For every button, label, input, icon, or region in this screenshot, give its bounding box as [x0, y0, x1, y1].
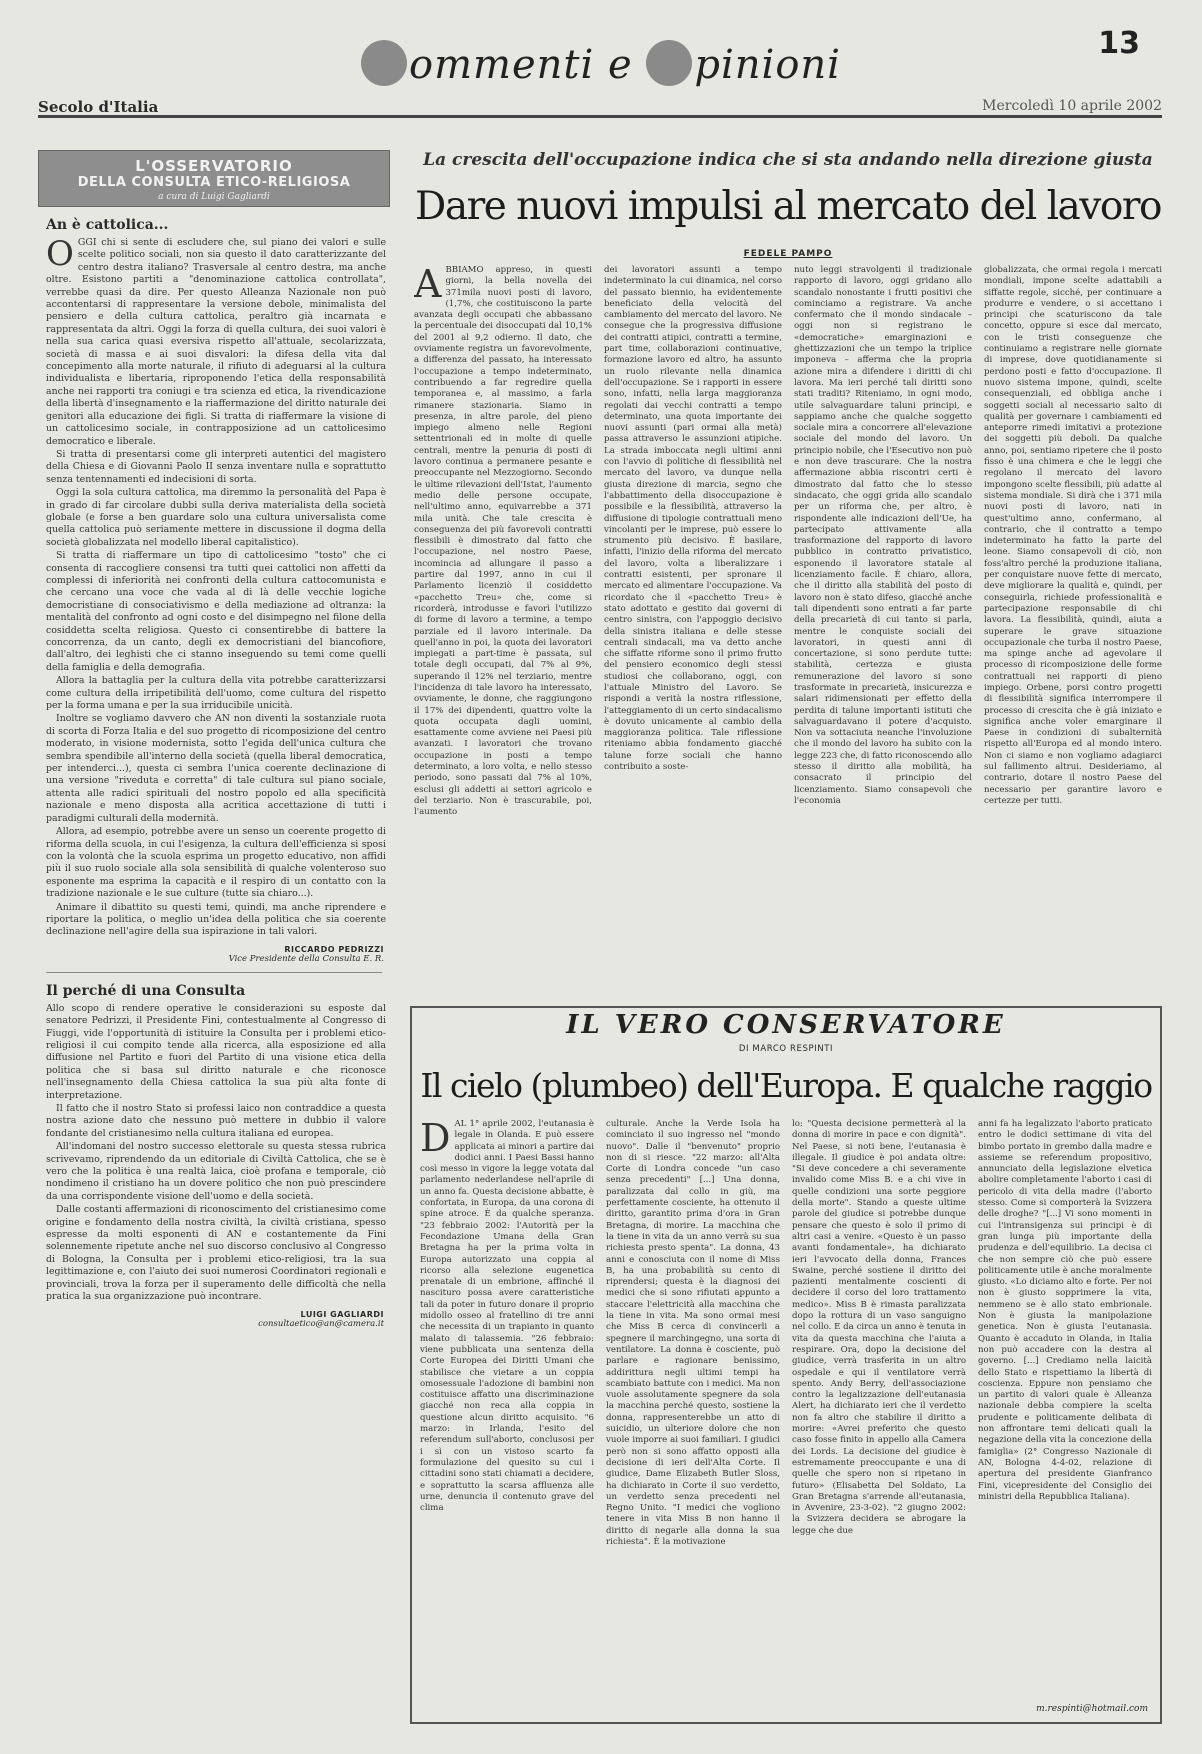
article-byline: DI MARCO RESPINTI: [738, 1044, 834, 1054]
vero-conservatore-box: [410, 1006, 1162, 1724]
text-column: nuto leggi stravolgenti il tradizionale rapporto di lavoro, oggi gridano allo scandalo nonostante i frutti positivi che cominciamo a registrare. Va anche confermato che il mondo sindacale – oggi non si registrano le «democratiche» emarginazioni e ghettizzazioni che un tempo la triplice imponeva – afferma che la propria azione mira a difendere i diritti di chi lavora. Ma ieri perché tali diritti sono stati traditi? Riteniamo, in ogni modo, utile salvaguardare taluni principi, e sappiamo anche che qualche soggetto sociale mira a concorrere all'elevazione sociale del mondo del lavoro. Un principio nobile, che l'Esecutivo non può e non deve trascurare. Che la nostra affermazione abbia riscontri certi è dimostrato dal fatto che lo stesso sindacato, che oggi grida allo scandalo per un riforma che, per altro, è rispondente alle indicazioni dell'Ue, ha partecipato attivamente alla trasformazione del rapporto di lavoro pubblico in contratto privatistico, esponendo il lavoratore statale al licenziamento facile. È chiaro, allora, che il diritto alla stabilità del posto di lavoro non è stato difeso, giacché anche tali dipendenti sono entrati a far parte della precarietà di cui tanto si parla, mentre le conquiste sociali dei lavoratori, in questi anni di concertazione, si sono perdute tutte: stabilità, certezza e giusta remunerazione del lavoro si sono trasformate in precarietà, insicurezza e salari ridimensionati per effetto della perdita di talune importanti istituti che salvaguardavano il potere d'acquisto. Non va sottaciuta neanche l'involuzione che il mondo del lavoro ha subito con la legge 223 che, di fatto riconoscendo allo stesso il diritto alla mobilità, ha consacrato il principio del licenziamento. Siamo consapevoli che l'economia: [794, 265, 972, 806]
author-signature: RICCARDO PEDRIZZI: [284, 944, 384, 954]
paragraph: All'indomani del nostro successo elettorale su questa stessa rubrica scrivevamo, riprendendo da un editoriale di Civiltà Cattolica, che se è vero che la politica è una realtà laica, cioè profana e temporale, ciò nondimeno il cristiano ha un dovere politico che non può prescindere da una corrispondente visione dell'uomo e della società.: [46, 1141, 386, 1202]
article-headline: Il cielo (plumbeo) dell'Europa. E qualche raggio: [420, 1066, 1152, 1105]
masthead-letter-c: [361, 40, 407, 86]
page-number: 13: [1098, 26, 1140, 61]
author-role: Vice Presidente della Consulta E. R.: [228, 953, 384, 964]
text-column: culturale. Anche la Verde Isola ha cominciato il suo ingresso nel "mondo nuovo". Dalle il "benvenuto" proprio non di si riesce. "22 marzo: all'Alta Corte di Londra concede "un caso senza precedenti" [...] Una donna, paralizzata dal collo in giù, ma perfettamente cosciente, ha ottenuto il diritto, garantito prima d'ora in Gran Bretagna, di morire. La macchina che la tiene in vita da un anno verrà su sua richiesta presto spenta". La donna, 43 anni e conosciuta con il nome di Miss B, ha una probabilità su cento di riprendersi; questa è la diagnosi dei medici che si sono rifiutati appunto a staccare l'elettricità alla macchina che la tiene in vita. Ma sono ormai mesi che Miss B cerca di convincerli a spegnere il marchingegno, una sorta di ventilatore. La donna è cosciente, può parlare e ragionare benissimo, addirittura negli ultimi tempi ha scambiato battute con i medici. Ma non vuole assolutamente spegnere da sola la macchina perché questo, sostiene la donna, rappresenterebbe un atto di suicidio, un ulteriore dolore che non vuole imporre ai suoi familiari. I giudici però non si sono affatto opposti alla decisione di ieri dell'Alta Corte. Il giudice, Dame Elizabeth Butler Sloss, ha dichiarato in Corte il suo verdetto, un verdetto senza precedenti nel Regno Unito. "I medici che vogliono tenere in vita Miss B non hanno il diritto di negarle alla donna la sua richiesta". È la motivazione: [606, 1119, 780, 1547]
paragraph: Si tratta di presentarsi come gli interpreti autentici del magistero della Chiesa e di Giovanni Paolo II senza inventare nulla e soprattutto senza tentennamenti ed indecisioni di sorta.: [46, 448, 386, 485]
article-columns: [414, 265, 1162, 985]
drop-cap: O: [46, 234, 74, 274]
text-column: dei lavoratori assunti a tempo indeterminato la cui dinamica, nel corso del passato biennio, ha evidentemente beneficiato della velocità del cambiamento del mercato del lavoro. Ne consegue che la progressiva diffusione dei contratti atipici, contratti a termine, part time, collaborazioni continuative, formazione lavoro ed altro, ha assunto un ruolo rilevante nella dinamica dell'occupazione. Se i rapporti in essere sono, infatti, nella larga maggioranza regolati dai vecchi contratti a tempo determinato, una quota importante dei nuovi assunti (pari ormai alla metà) passa attraverso le assunzioni atipiche. La strada imboccata negli ultimi anni con l'avvio di politiche di flessibilità nel mercato del lavoro, va dunque nella giusta direzione di marcia, segno che l'abbattimento della disoccupazione è possibile e la flessibilità, attraverso la diffusione di tipologie contrattuali meno vincolanti per le imprese, può essere lo strumento più decisivo. È basilare, infatti, l'inizio della riforma del mercato del lavoro, volta a liberalizzare i contratti esistenti, per spronare il mercato ed alimentare l'occupazione. Va ricordato che il «pacchetto Treu» è stato adottato e gestito dai governi di centro sinistra, con l'appoggio decisivo della sinistra italiana e delle stesse centrali sindacali, ma va detto anche che siffatte riforme sono il primo frutto del pensiero economico degli stessi studiosi che collaborano, oggi, con l'attuale Ministro del Lavoro. Se rispondi a verità la nostra riflessione, l'atteggiamento di un certo sindacalismo è dovuto unicamente al cambio della maggioranza politica. Tale riflessione riteniamo abbia fondamento giacché talune forze sociali che hanno contribuito a soste-: [604, 265, 782, 773]
article-kicker: La crescita dell'occupazione indica che si sta andando nella direzione giusta: [423, 150, 1153, 170]
article-body: [38, 234, 390, 939]
left-column: [38, 150, 390, 1720]
paragraph: Allo scopo di rendere operative le considerazioni su esposte dal senatore Pedrizzi, il Presidente Fini, contestualmente al Congresso di Fiuggi, vide l'opportunità di istituire la Consulta per i problemi etico-religiosi il cui compito tende alla ricerca, alla esposizione ed alla diffusione nel Partito e fuori del Partito di una visione etica della politica che si basa sul diritto naturale e che riconosce nell'insegnamento della Chiesa cattolica la sua più alta fonte di interpretazione.: [46, 1002, 386, 1101]
drop-cap: D: [420, 1119, 451, 1160]
main-article: [414, 150, 1162, 985]
text-column: globalizzata, che ormai regola i mercati mondiali, impone scelte adattabili a siffatte regole, sicché, per continuare a produrre e vendere, o si accettano i principi che scaturiscono da tale concetto, oppure si esce dal mercato, con le tristi conseguenze che continuiamo a registrare nelle giornate di imprese, dove quotidianamente si perdono posti e fatto d'occupazione. Il nuovo sistema impone, quindi, scelte consequenziali, ed obbliga anche i soggetti sociali al necessario salto di qualità per governare i cambiamenti ed anteporre rimedi imitativi a protezione dei soggetti più deboli. Da qualche anno, poi, sentiamo ripetere che il posto fisso è una chimera e che le leggi che regolano il mercato del lavoro impongono scelte flessibili, più adatte al sistema mondiale. Si dirà che i 371 mila nuovi posti di lavoro, nati in quest'ultimo anno, confermano, al contrario, che il contratto a tempo indeterminato ha fatto la parte del leone. Siamo consapevoli di ciò, non foss'altro perché la produzione italiana, per conquistare nuove fette di mercato, deve migliorare la qualità e, quindi, per conseguirla, richiede professionalità e partecipazione responsabile di chi lavora. La flessibilità, quindi, aiuta a superare le grave situazione occupazionale che turba il nostro Paese, ma spinge anche ad agevolare il processo di ricomposizione delle forme contrattuali nei rapporti di pieno impiego. Orbene, porsi contro progetti di flessibilità significa interrompere il processo di crescita che è già iniziato e significa anche voler emarginare il Paese in condizioni di subalternità rispetto all'Europa ed al mondo intero. Non ci siamo e non vogliamo adagiarci sul fallimento altrui. Desideriamo, al contrario, dotare il nostro Paese del necessario per garantire lavoro e certezze per tutti.: [984, 265, 1162, 806]
paragraph: Il fatto che il nostro Stato si professi laico non contraddice a questa nostra azione dato che nessuno può mettere in dubbio il valore fondante del cristianesimo nella cultura italiana ed europea.: [46, 1103, 386, 1139]
divider: [46, 972, 382, 973]
author-signature: LUIGI GAGLIARDI: [300, 1309, 384, 1319]
masthead-letter-o: [646, 40, 692, 86]
article-columns: [420, 1119, 1152, 1699]
paper-name: Secolo d'Italia: [38, 98, 159, 116]
paragraph: Allora la battaglia per la cultura della vita potrebbe caratterizzarsi come cultura della irripetibilità dell'uomo, come cultura del rispetto per la forma umana e per la sua irriducibile unicità.: [46, 675, 386, 712]
article-body: [38, 1003, 390, 1304]
text-column: anni fa ha legalizzato l'aborto praticato entro le dodici settimane di vita del bimbo portato in grembo dalla madre e assieme se referendum propositivo, annunciato della legislazione elvetica abolire completamente l'aborto i casi di pericolo di vita della madre (l'aborto stesso. Come si comporterà la Svizzera delle droghe? "[...] Vi sono momenti in cui l'intransigenza sui principi è di gran lunga più importante della prudenza e dell'equilibrio. La decisa ci che non sempre ciò che può essere politicamente utile è anche moralmente giusto. «Lo diciamo alto e forte. Per noi non è giusto sopprimere la vita, nemmeno se è allo stato embrionale. Non è giusta la manipolazione genetica. Non è giusta l'eutanasia. Quanto è accaduto in Olanda, in Italia non può accadere con la destra al governo. [...] Crediamo nella laicità dello Stato e rispettiamo la libertà di coscienza. Eppure non pensiamo che un partito di valori quale è Alleanza nazionale debba compiere la scelta prudente e politicamente delibata di non affrontare temi delicati quali la negazione della vita la concezione della famiglia» (2° Congresso Nazionale di AN, Bologna 4-4-02, relazione di apertura del presidente Gianfranco Fini, vicepresidente del Consiglio dei ministri della Repubblica Italiana).: [978, 1119, 1152, 1502]
article-byline: FEDELE PAMPO: [743, 249, 833, 259]
osservatorio-header: L'OSSERVATORIO DELLA CONSULTA ETICO-RELIGIOSA a cura di Luigi Gagliardi: [38, 150, 390, 207]
paragraph: GGI chi si sente di escludere che, sul piano dei valori e sulle scelte politico sociali, non sia questo il dato caratterizzante del centro destra italiano? Trasversale al centro destra, ma anche oltre. Esistono partiti a "denominazione cattolica controllata", verrebbe quasi da dire. Per questo Alleanza Nazionale non può accontentarsi di rappresentare la versione debole, minimalista del pensiero e della cultura cattolica, peraltro già incarnata e rappresentata da altri. Oggi la forza di quella cultura, dei suoi valori è nella sua carica quasi eversiva rispetto all'attuale, secolarizzata, società di massa e ai suoi disvalori: la difesa della vita dal concepimento alla morte naturale, il rifiuto di adeguarsi al la cultura individualista e libertaria, riproponendo l'etica della responsabilità anche nei rapporti tra coniugi e tra scienza ed etica, la rivendicazione della libertà d'insegnamento e la riaffermazione del diritto naturale dei genitori alla educazione dei figli. Si tratta di riaffermare la visione di un cattolicesimo sociale, in contrapposizione ad un cattolicesimo democratico e liberale.: [46, 237, 386, 447]
top-bar: [38, 100, 1162, 118]
text-column: DAL 1° aprile 2002, l'eutanasia è legale in Olanda. E può essere applicata ai minori a partire dai dodici anni. I Paesi Bassi hanno così messo in vigore la legge votata dal parlamento nederlandese nell'aprile di un anno fa. Questa decisione abbatte, è confortata, in Europa, da una corona di spine atroce. È da qualche speranza. "23 febbraio 2002: l'Autorità per la Fecondazione Umana della Gran Bretagna ha per la prima volta in Europa autorizzato una coppia al ricorso alla selezione eugenetica prenatale di un embrione, affinché il nascituro possa avere caratteristiche tali da poter in futuro donare il proprio midollo osseo al fratellino di tre anni che necessita di un trapianto in quanto malato di talassemia. "26 febbraio: viene pubblicata una sentenza della Corte Europea dei Diritti Umani che stabilisce che vietare a un coppia omosessuale l'adozione di bambini non costituisce affatto una discriminazione giacché non reca alla coppia in questione alcun diritto acquisito. "6 marzo: in Irlanda, l'esito del referendum sull'aborto, conclusosi per i sì con un vistoso scarto fa formulazione del quesito su cui i cittadini sono stati chiamati a decidere, e soprattutto la scarsa affluenza alle urne, denuncia il contenuto grave del clima: [420, 1119, 594, 1514]
paragraph: Dalle costanti affermazioni di riconoscimento del cristianesimo come origine e fondamento della nostra civiltà, la civiltà cristiana, spesso espresse da molti esponenti di AN e costantemente da Fini solennemente ripetute anche nel suo discorso conclusivo al Congresso di Bologna, la Consulta per i problemi etico-religiosi, tra la sua legittimazione e, con l'aiuto dei suoi numerosi Coordinatori regionali e provinciali, trova la forza per il superamento delle difficoltà che nella pratica la sua organizzazione può incontrare.: [46, 1204, 386, 1303]
article-heading: An è cattolica...: [46, 217, 169, 233]
paragraph: Oggi la sola cultura cattolica, ma diremmo la personalità del Papa è in grado di far circolare dubbi sulla deriva materialista della società globale (e forse a ben guardare solo una cultura universalista come quella cattolica può seriamente mettere in discussione il dogma della società globalizzata nel modello liberal capitalistico).: [46, 487, 386, 548]
column-title: IL VERO CONSERVATORE: [566, 1010, 1006, 1040]
issue-date: Mercoledì 10 aprile 2002: [982, 98, 1162, 114]
paragraph: Animare il dibattito su questi temi, quindi, ma anche riprendere e riportare la politica, o meglio un'idea della politica che sia coerente declinazione nell'agire della sua ispirazione in tali valori.: [46, 901, 386, 938]
author-email: m.respinti@hotmail.com: [1036, 1704, 1148, 1714]
paragraph: Allora, ad esempio, potrebbe avere un senso un coerente progetto di riforma della scuola, in cui l'esigenza, la cultura dell'efficienza si sposi con la volontà che la scuola esprima un progetto educativo, non affidi più il suo ruolo sociale alla sola sensibilità di qualche volenteroso suo esponente ma esprima la capacità e il respiro di un contatto con la tradizione nazionale e le sue culture (tutte sia chiaro...).: [46, 826, 386, 900]
article-heading: Il perché di una Consulta: [46, 982, 246, 999]
paragraph: Inoltre se vogliamo davvero che AN non diventi la sostanziale ruota di scorta di Forza Italia e del suo progetto di ricomposizione del centro moderato, in visione modernista, sotto l'egida dell'unica cultura che sembra spendibile all'interno della società (quella liberal democratica, per intenderci...), questa ci sembra l'unica coerente declinazione di una versione "riveduta e corretta" di tale cultura sul piano sociale, attenta alle radici spirituali del nostro popolo ed alla specificità nazionale e meno disposta alla acritica accettazione di tutti i paradigmi culturali della modernità.: [46, 713, 386, 824]
paragraph: Si tratta di riaffermare un tipo di cattolicesimo "tosto" che ci consenta di raccogliere consensi tra tutti quei cattolici non affetti da complessi di inferiorità nei confronti della cultura cattocomunista e che cercano una voce che vada al di là delle vecchie logiche democristiane di consociativismo e della mediazione ad oltranza: la mentalità del confronto ad ogni costo e del disimpegno nel filone della cosiddetta scelta religiosa. Questo ci consentirebbe di battere la concorrenza, da un canto, degli ex democristiani del biancofiore, dall'altro, dei leghisti che ci stanno inseguendo su temi come quelli della famiglia e della demografia.: [46, 550, 386, 673]
text-column: ABBIAMO appreso, in questi giorni, la bella novella dei 371mila nuovi posti di lavoro, (1,7%, che costituiscono la parte avanzata degli occupati che abbassano la percentuale dei disoccupati dal 10,1% del 2001 al 9,2 odierno. Il dato, che ovviamente registra un favorevolmente, a differenza del passato, ha interessato l'occupazione a tempo indeterminato, contribuendo a far regredire quella temporanea e, al massimo, a farla rimanere stazionaria. Siamo in presenza, in altre parole, del pieno impiego almeno nelle Regioni settentrionali ed in molte di quelle centrali, mentre la penuria di posti di lavoro continua a permanere pesante e preoccupante nel Mezzogiorno. Secondo le ultime rilevazioni dell'Istat, l'aumento medio delle persone occupate, nell'ultimo anno, equivarrebbe a 371 mila unità. Che tale crescita è conseguenza dei più favorevoli contratti flessibili è dimostrato dal fatto che l'occupazione, nel nostro Paese, incomincia ad allungare il passo a partire dal 1997, anno in cui il Parlamento licenziò il cosiddetto «pacchetto Treu» che, come si ricorderà, introdusse e favorì l'utilizzo di forme di lavoro a termine, a tempo parziale ed il lavoro interinale. Da quell'anno in poi, la quota dei lavoratori impiegati a part-time è passata, sul totale degli occupati, dal 7% al 9%, superando il 12% nel terziario, mentre l'incidenza di tale lavoro ha interessato, ovviamente, le donne, che raggiungono il 17% dei dipendenti, quattro volte la quota occupata dagli uomini, esattamente come avviene nei Paesi più avanzati. I lavoratori che trovano occupazione in posti a tempo determinato, a loro volta, e nello stesso periodo, sono passati dal 7% al 10%, esclusi gli addetti ai settori agricolo e del terziario. Non è trascurabile, poi, l'aumento: [414, 265, 592, 818]
article-headline: Dare nuovi impulsi al mercato del lavoro: [415, 184, 1161, 229]
author-email: consultaetico@an@camera.it: [258, 1318, 384, 1329]
text-column: lo: "Questa decisione permetterà al la donna di morire in pace e con dignità". Nel Paese, si noti bene, l'eutanasia è illegale. Il giudice è poi andata oltre: "Si deve concedere a chi severamente invalido come Miss B. e a chi vive in quelle condizioni una sorte peggiore della morte". Stando a queste ultime parole del giudice si potrebbe dunque pensare che questo è solo il primo di altri casi a venire. «Questo è un passo avanti fondamentale», ha dichiarato ieri l'avvocato della donna, Frances Swaine, perché sostiene il diritto dei pazienti mentalmente coscienti di decidere il corso del loro trattamento medico». Miss B è rimasta paralizzata dopo la rottura di un vaso sanguigno nel collo. E da circa un anno è tenuta in vita da questa macchina che l'aiuta a respirare. Ora, dopo la decisione del giudice, verrà trasferita in un altro ospedale e qui il ventilatore verrà spento. Andy Berry, dell'associazione contro la legalizzazione dell'eutanasia Alert, ha dichiarato ieri che il verdetto non fa altro che stabilire il diritto a morire: «Avrei preferito che questo caso fosse finito in appello alla Camera dei Lords. La decisione del giudice è estremamente preoccupante e una di quelle che spero non si ripetano in futuro» (Elisabetta Del Soldato, La Gran Bretagna s'arrende all'eutanasia, in Avvenire, 23-3-02). "2 giugno 2002: la Svizzera decidera se abrogare la legge che due: [792, 1119, 966, 1536]
section-masthead: ommenti e pinioni: [0, 40, 1202, 88]
drop-cap: A: [414, 265, 442, 306]
